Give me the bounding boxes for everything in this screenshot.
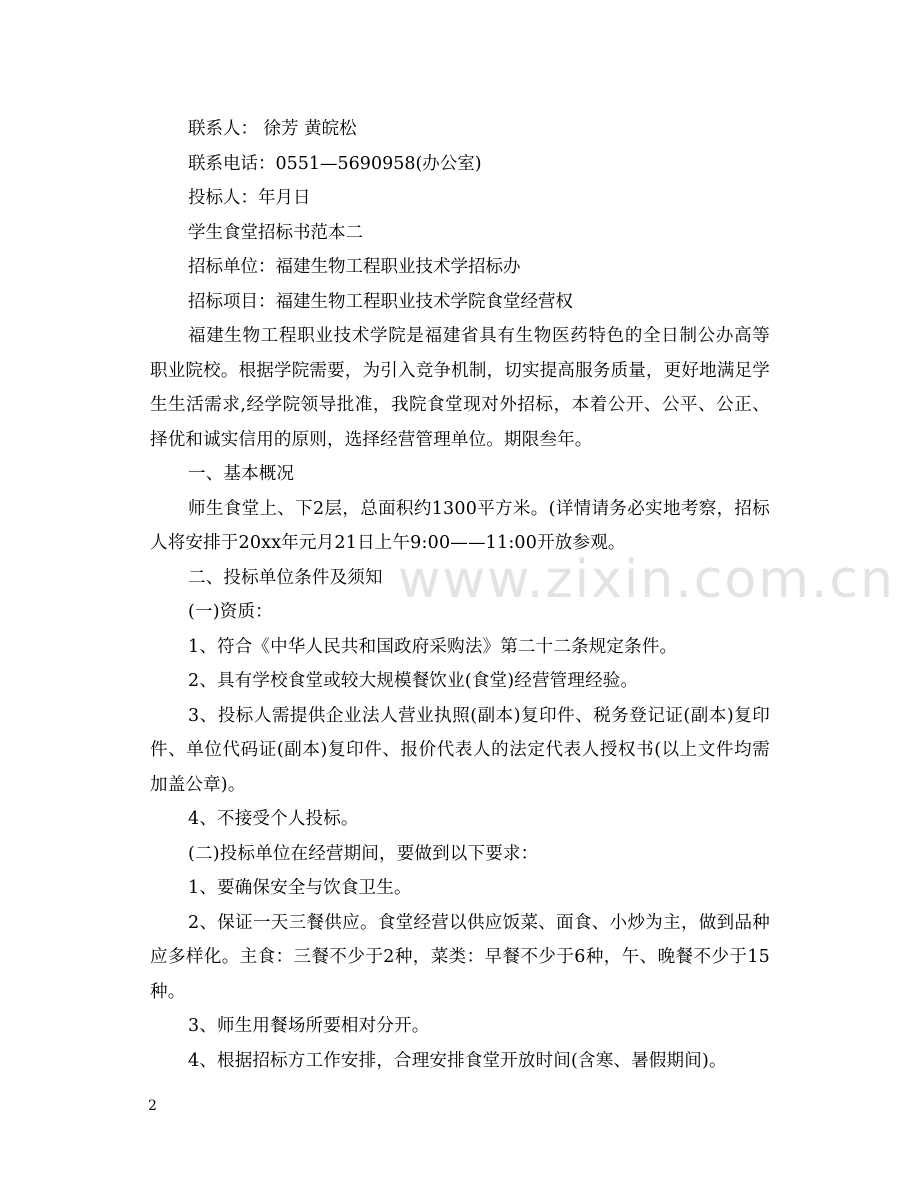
requirement-item-3: 3、师生用餐场所要相对分开。 (188, 1016, 430, 1036)
overview-paragraph: 师生食堂上、下2层，总面积约1300平方米。(详情请务必实地考察，招标人将安排于20xx年元月21日上午9:00——11:00开放参观。 (150, 498, 770, 553)
contact-person-line: 联系人： 徐芳 黄皖松 (188, 119, 357, 139)
section-title: 学生食堂招标书范本二 (188, 222, 363, 243)
intro-paragraph: 福建生物工程职业技术学院是福建省具有生物医药特色的全日制公办高等职业院校。根据学院需要，为引入竞争机制，切实提高服务质量，更好地满足学生生活需求,经学院领导批准，我院食堂现对外招标，本着公开、公平、公正、择优和诚实信用的原则，选择经营管理单位。期限叁年。 (150, 326, 770, 450)
heading-basic-overview: 一、基本概况 (188, 464, 295, 484)
subheading-qualification: (一)资质： (188, 602, 273, 622)
document-body (150, 112, 770, 1078)
heading-bidder-conditions: 二、投标单位条件及须知 (188, 567, 383, 588)
qualification-item-2: 2、具有学校食堂或较大规模餐饮业(食堂)经营管理经验。 (188, 671, 639, 691)
watermark: www.zixin.com.cn (398, 550, 895, 610)
tender-unit-line: 招标单位：福建生物工程职业技术学招标办 (188, 257, 521, 277)
requirement-item-2: 2、保证一天三餐供应。食堂经营以供应饭菜、面食、小炒为主，做到品种应多样化。主食：三餐不少于2种，菜类：早餐不少于6种，午、晚餐不少于15种。 (150, 912, 770, 1002)
bidder-date-line: 投标人：年月日 (188, 188, 311, 208)
qualification-item-1: 1、符合《中华人民共和国政府采购法》第二十二条规定条件。 (188, 636, 678, 657)
contact-phone-line: 联系电话：0551—5690958(办公室) (188, 153, 482, 174)
tender-project-line: 招标项目：福建生物工程职业技术学院食堂经营权 (188, 291, 573, 312)
page-number: 2 (148, 1098, 157, 1114)
requirement-item-1: 1、要确保安全与饮食卫生。 (188, 878, 412, 898)
requirement-item-4: 4、根据招标方工作安排，合理安排食堂开放时间(含寒、暑假期间)。 (188, 1050, 727, 1071)
subheading-requirements: (二)投标单位在经营期间，要做到以下要求： (188, 843, 539, 864)
qualification-item-4: 4、不接受个人投标。 (188, 809, 359, 829)
qualification-item-3: 3、投标人需提供企业法人营业执照(副本)复印件、税务登记证(副本)复印件、单位代码证(副本)复印件、报价代表人的法定代表人授权书(以上文件均需加盖公章)。 (150, 705, 770, 795)
